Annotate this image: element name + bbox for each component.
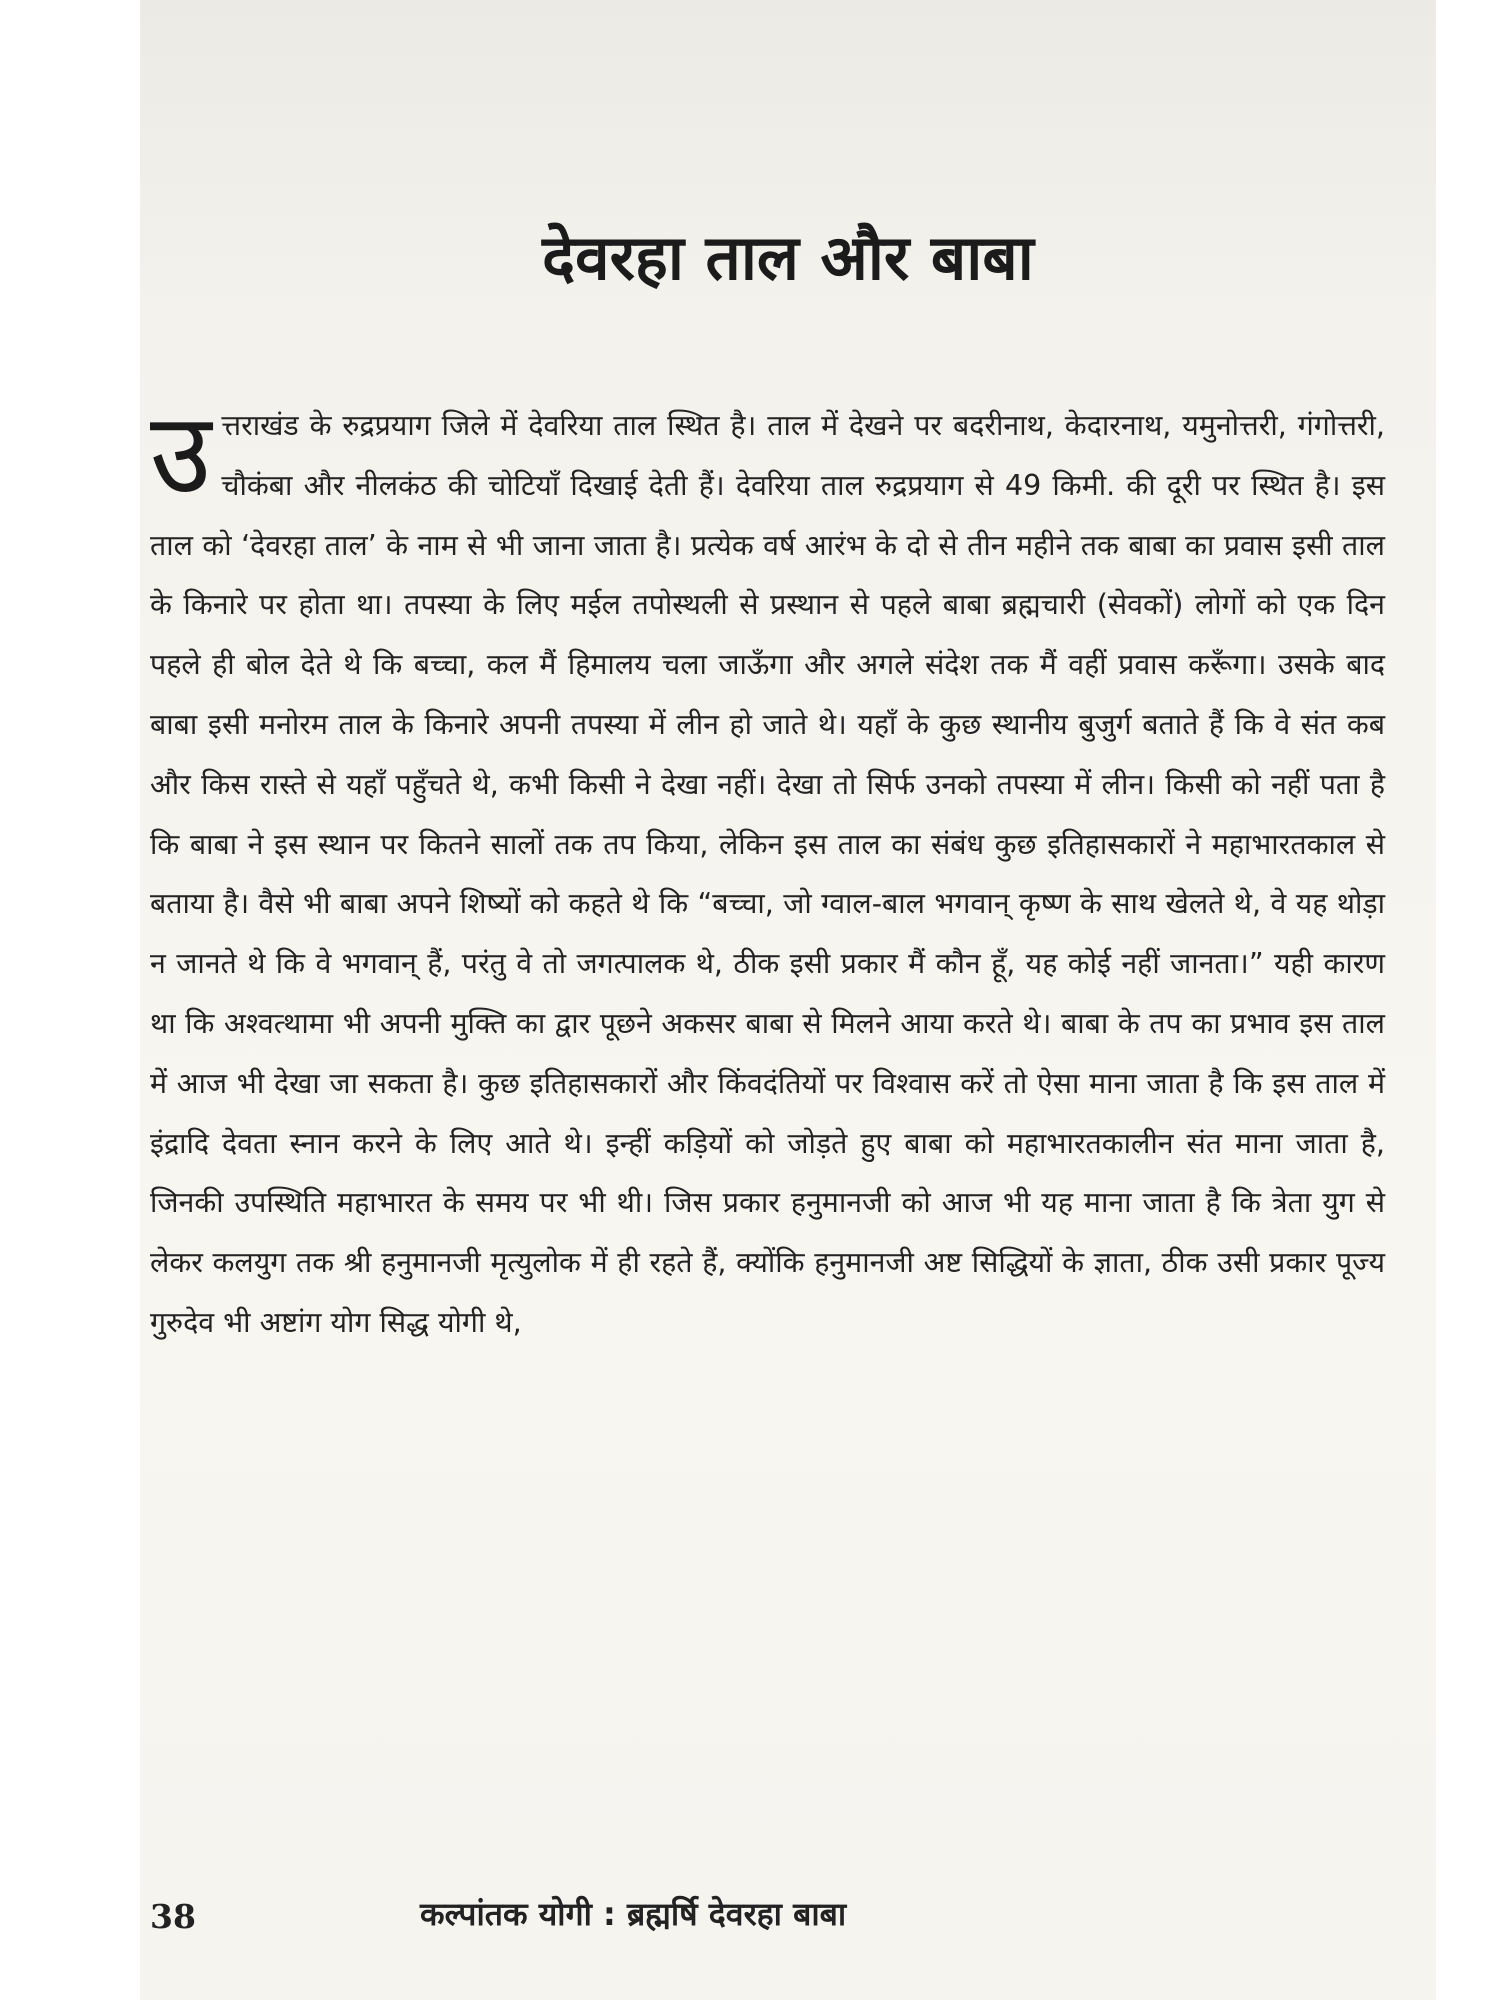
chapter-title: देवरहा ताल और बाबा <box>542 221 1034 294</box>
running-footer-title: कल्पांतक योगी : ब्रह्मर्षि देवरहा बाबा <box>420 1895 847 1933</box>
page-number: 38 <box>150 1897 196 1936</box>
chapter-body <box>150 389 1385 1353</box>
body-paragraph: त्तराखंड के रुद्रप्रयाग जिले में देवरिया ताल स्थित है। ताल में देखने पर बदरीनाथ, केदारनाथ, यमुनोत्तरी, गंगोत्तरी, चौकंबा और नीलकंठ की चोटियाँ दिखाई देती हैं। देवरिया ताल रुद्रप्रयाग से 49 किमी. की दूरी पर स्थित है। इस ताल को ‘देवरहा ताल’ के नाम से भी जाना जाता है। प्रत्येक वर्ष आरंभ के दो से तीन महीने तक बाबा का प्रवास इसी ताल के किनारे पर होता था। तपस्या के लिए मईल तपोस्थली से प्रस्थान से पहले बाबा ब्रह्मचारी (सेवकों) लोगों को एक दिन पहले ही बोल देते थे कि बच्चा, कल मैं हिमालय चला जाऊँगा और अगले संदेश तक मैं वहीं प्रवास करूँगा। उसके बाद बाबा इसी मनोरम ताल के किनारे अपनी तपस्या में लीन हो जाते थे। यहाँ के कुछ स्थानीय बुजुर्ग बताते हैं कि वे संत कब और किस रास्ते से यहाँ पहुँचते थे, कभी किसी ने देखा नहीं। देखा तो सिर्फ उनको तपस्या में लीन। किसी को नहीं पता है कि बाबा ने इस स्थान पर कितने सालों तक तप किया, लेकिन इस ताल का संबंध कुछ इतिहासकारों ने महाभारतकाल से बताया है। वैसे भी बाबा अपने शिष्यों को कहते थे कि “बच्चा, जो ग्वाल-बाल भगवान् कृष्ण के साथ खेलते थे, वे यह थोड़ा न जानते थे कि वे भगवान् हैं, परंतु वे तो जगत्पालक थे, ठीक इसी प्रकार मैं कौन हूँ, यह कोई नहीं जानता।” यही कारण था कि अश्वत्थामा भी अपनी मुक्ति का द्वार पूछने अकसर बाबा से मिलने आया करते थे। बाबा के तप का प्रभाव इस ताल में आज भी देखा जा सकता है। कुछ इतिहासकारों और किंवदंतियों पर विश्वास करें तो ऐसा माना जाता है कि इस ताल में इंद्रादि देवता स्नान करने के लिए आते थे। इन्हीं कड़ियों को जोड़ते हुए बाबा को महाभारतकालीन संत माना जाता है, जिनकी उपस्थिति महाभारत के समय पर भी थी। जिस प्रकार हनुमानजी को आज भी यह माना जाता है कि त्रेता युग से लेकर कलयुग तक श्री हनुमानजी मृत्युलोक में ही रहते हैं, क्योंकि हनुमानजी अष्ट सिद्धियों के ज्ञाता, ठीक उसी प्रकार पूज्य गुरुदेव भी अष्टांग योग सिद्ध योगी थे, <box>150 409 1385 1339</box>
drop-cap-letter: उ <box>150 389 212 519</box>
